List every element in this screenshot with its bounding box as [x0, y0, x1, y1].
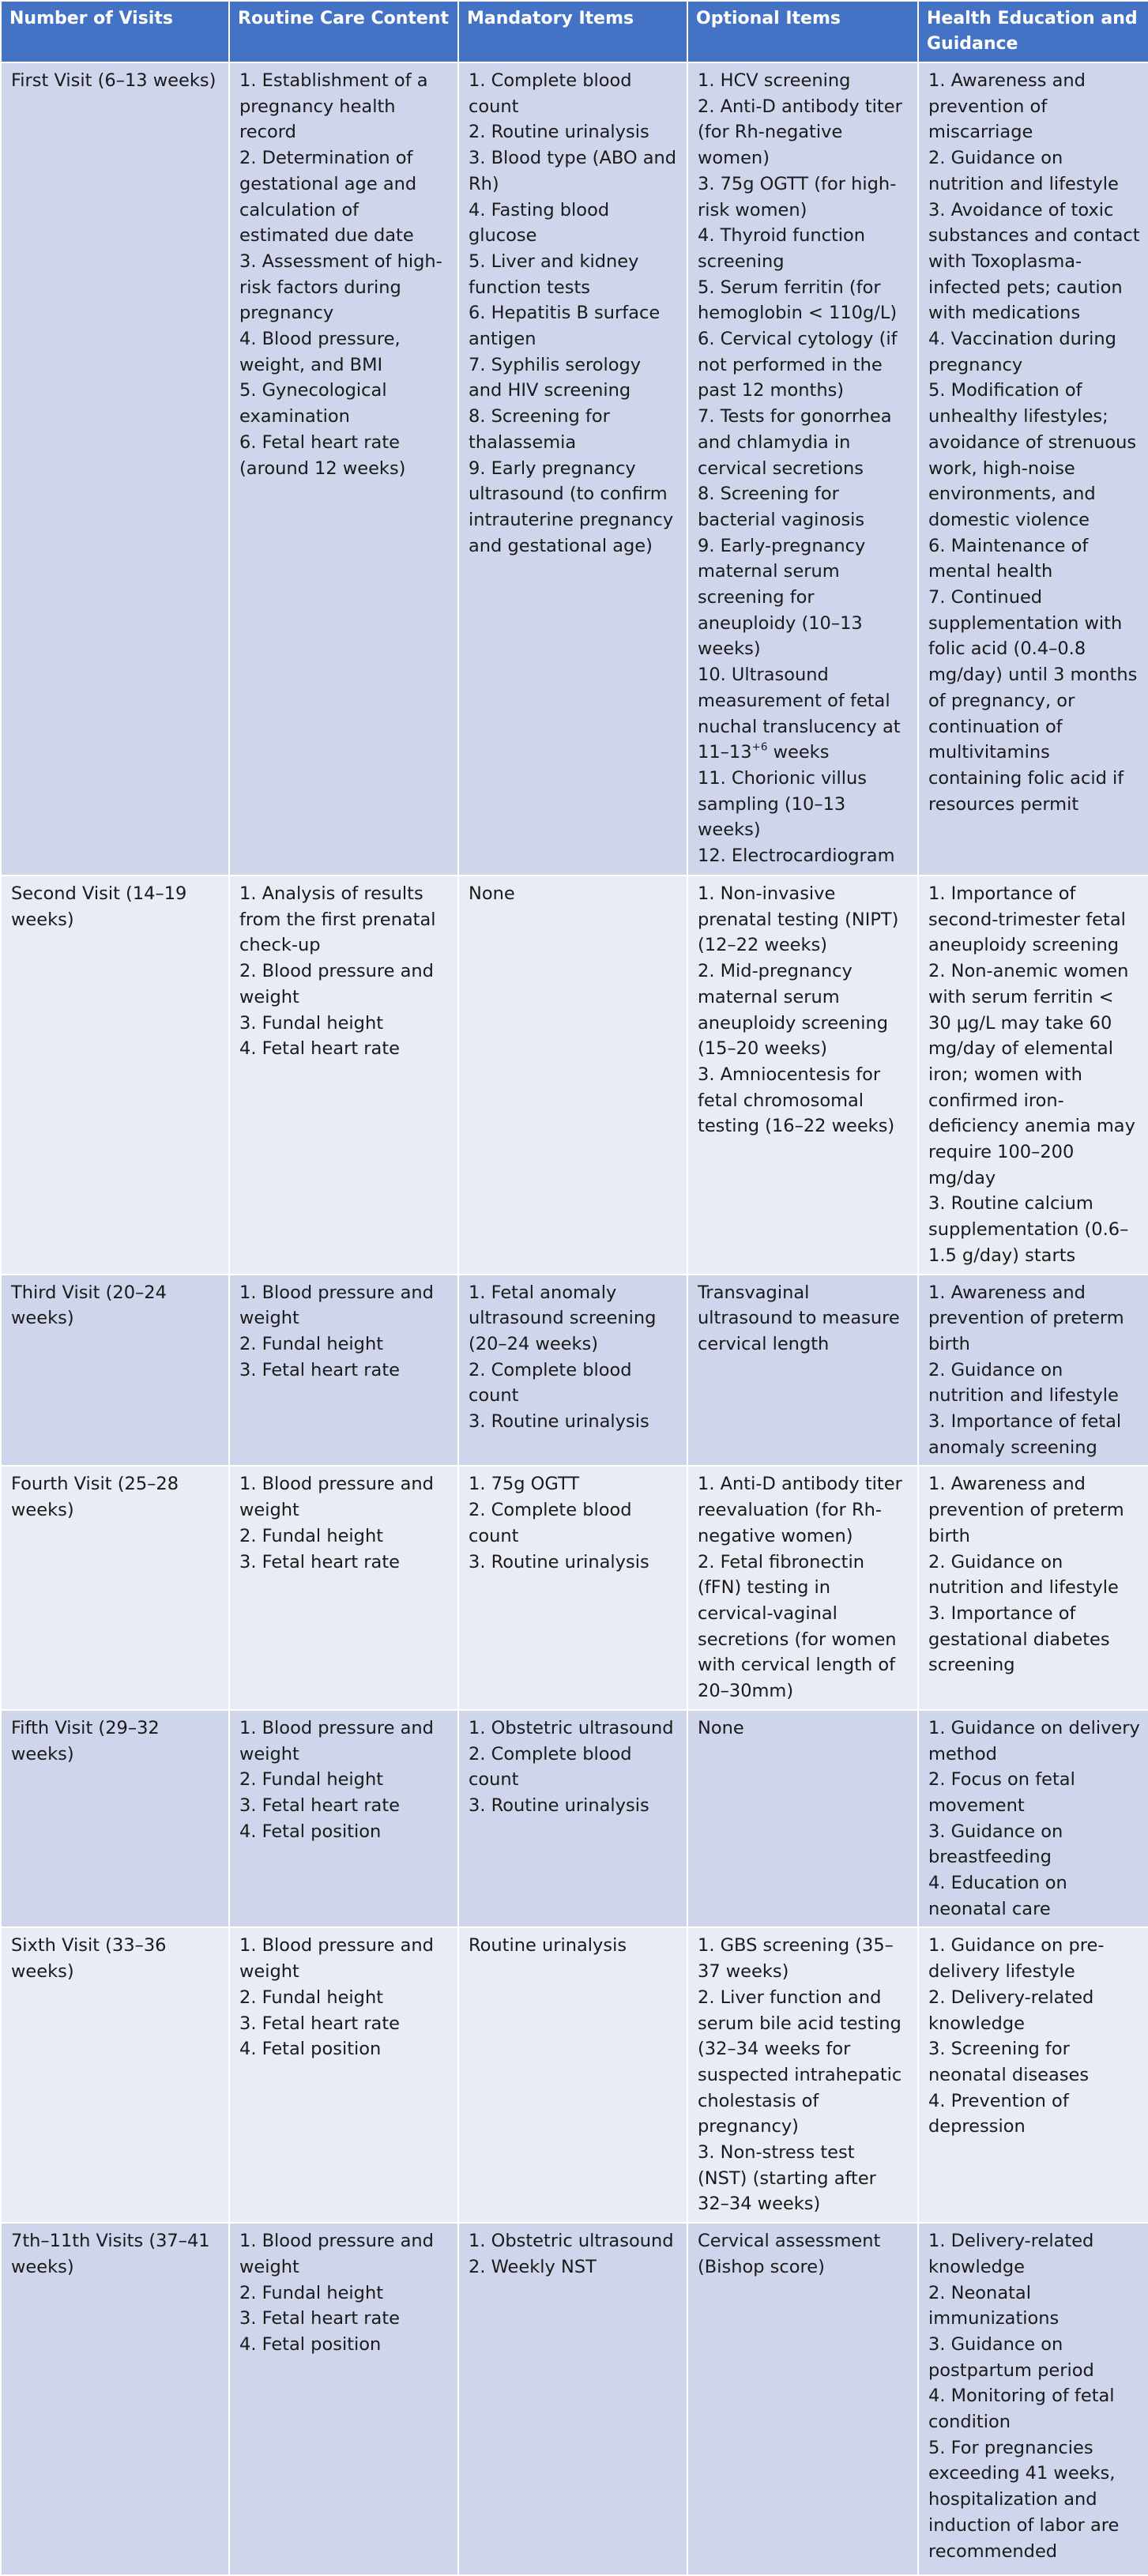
list-item: None: [698, 1717, 744, 1738]
list-item: 4. Thyroid function screening: [698, 225, 866, 272]
visit-cell: Third Visit (20–24 weeks): [1, 1275, 229, 1467]
list-item: 7. Continued supplementation with folic acid (0.4–0.8 mg/day) until 3 months of pregnancy, or continuation of multivitamins containing folic acid if resources permit: [928, 587, 1138, 815]
list-item: 3. Fetal heart rate: [239, 1359, 401, 1380]
routine-cell: [229, 1275, 458, 1467]
list-item: 2. Fundal height: [239, 1769, 384, 1791]
list-item: 1. Awareness and prevention of preterm birth: [928, 1474, 1124, 1546]
list-item: 2. Non-anemic women with serum ferritin < 30 μg/L may take 60 mg/day of elemental iron; women with confirmed iron-deficiency anemia may require 100–200 mg/day: [928, 961, 1135, 1188]
list-item: 1. Blood pressure and weight: [239, 1717, 434, 1764]
list-item: 1. Guidance on pre-delivery lifestyle: [928, 1935, 1105, 1983]
list-item: 1. Delivery-related knowledge: [928, 2231, 1094, 2277]
list-item: 4. Fetal heart rate: [239, 1038, 401, 1060]
list-item: 2. Fundal height: [239, 1333, 384, 1354]
list-item: 9. Early pregnancy ultrasound (to confirm intrauterine pregnancy and gestational age): [469, 458, 674, 556]
list-item: 5. Liver and kidney function tests: [469, 250, 639, 298]
list-item: 5. Modification of unhealthy lifestyles; avoidance of strenuous work, high-noise environments, and domestic violence: [928, 380, 1137, 530]
list-item: 3. Assessment of high-risk factors during pregnancy: [239, 250, 442, 324]
list-item: 3. Routine urinalysis: [469, 1551, 649, 1572]
list-item: 3. Avoidance of toxic substances and contact with Toxoplasma-infected pets; caution with medications: [928, 199, 1140, 324]
header-row: [1, 1, 1148, 62]
mandatory-cell: [458, 1466, 687, 1709]
list-item: 1. Blood pressure and weight: [239, 1282, 434, 1329]
routine-cell: [229, 876, 458, 1275]
list-item-nuchal-translucency: [698, 662, 909, 766]
list-item: 3. Routine urinalysis: [469, 1411, 649, 1433]
list-item: 6. Fetal heart rate (around 12 weeks): [239, 431, 406, 479]
list-item: 3. Fetal heart rate: [239, 2013, 401, 2034]
list-item: 3. 75g OGTT (for high-risk women): [698, 173, 897, 220]
mandatory-cell: [458, 1927, 687, 2223]
optional-cell: [687, 876, 918, 1275]
list-item: 2. Neonatal immunizations: [928, 2282, 1060, 2329]
table-row: [1, 1466, 1148, 1709]
list-item: 4. Monitoring of fetal condition: [928, 2386, 1115, 2433]
list-item: 9. Early-pregnancy maternal serum screening for aneuploidy (10–13 weeks): [698, 535, 866, 660]
list-item: 12. Electrocardiogram: [698, 845, 895, 867]
list-item: 2. Weekly NST: [469, 2256, 597, 2277]
header-optional-items: Optional Items: [687, 1, 918, 62]
list-item: 1. GBS screening (35–37 weeks): [698, 1935, 894, 1983]
list-item: 2. Fundal height: [239, 1525, 384, 1546]
optional-cell: [687, 62, 918, 876]
list-item: 11. Chorionic villus sampling (10–13 weeks): [698, 767, 868, 841]
list-item: 2. Liver function and serum bile acid testing (32–34 weeks for suspected intrahepatic cholestasis of pregnancy): [698, 1987, 902, 2137]
list-item: 2. Blood pressure and weight: [239, 961, 434, 1007]
list-item: 6. Maintenance of mental health: [928, 535, 1089, 582]
list-item: 3. Routine calcium supplementation (0.6–1.5 g/day) starts: [928, 1193, 1129, 1266]
list-item: 4. Fasting blood glucose: [469, 199, 610, 247]
list-item: 2. Fundal height: [239, 2282, 384, 2303]
list-item: 3. Guidance on postpartum period: [928, 2333, 1094, 2381]
list-item: 1. Awareness and prevention of preterm birth: [928, 1282, 1124, 1354]
nt-suffix: weeks: [767, 742, 830, 763]
list-item: 3. Importance of gestational diabetes screening: [928, 1602, 1110, 1676]
list-item: 5. For pregnancies exceeding 41 weeks, hospitalization and induction of labor are recommended: [928, 2437, 1120, 2562]
list-item: 1. Blood pressure and weight: [239, 2231, 434, 2277]
list-item: 1. Fetal anomaly ultrasound screening (20–24 weeks): [469, 1282, 657, 1354]
list-item: Cervical assessment (Bishop score): [698, 2231, 881, 2277]
list-item: 1. Importance of second-trimester fetal aneuploidy screening: [928, 883, 1126, 956]
education-cell: [918, 1927, 1148, 2223]
visit-cell: Sixth Visit (33–36 weeks): [1, 1927, 229, 2223]
list-item: 5. Gynecological examination: [239, 380, 387, 427]
list-item: 4. Blood pressure, weight, and BMI: [239, 329, 401, 375]
list-item: 3. Importance of fetal anomaly screening: [928, 1411, 1122, 1458]
routine-cell: [229, 1927, 458, 2223]
list-item: 3. Screening for neonatal diseases: [928, 2039, 1090, 2085]
list-item: 3. Guidance on breastfeeding: [928, 1821, 1063, 1868]
list-item: 2. Fetal fibronectin (fFN) testing in cervical-vaginal secretions (for women with cervical length of 20–30mm): [698, 1551, 897, 1702]
mandatory-cell: [458, 2223, 687, 2575]
list-item: 2. Complete blood count: [469, 1743, 632, 1791]
list-item: 2. Guidance on nutrition and lifestyle: [928, 1551, 1119, 1599]
list-item: 1. Blood pressure and weight: [239, 1935, 434, 1983]
visit-cell: Second Visit (14–19 weeks): [1, 876, 229, 1275]
optional-cell: [687, 2223, 918, 2575]
list-item: 2. Delivery-related knowledge: [928, 1987, 1094, 2034]
list-item: 4. Education on neonatal care: [928, 1873, 1067, 1919]
list-item: 1. Complete blood count: [469, 70, 632, 117]
list-item: 2. Determination of gestational age and calculation of estimated due date: [239, 148, 417, 247]
optional-cell: [687, 1466, 918, 1709]
list-item: 1. Establishment of a pregnancy health record: [239, 70, 428, 143]
list-item: Transvaginal ultrasound to measure cervical length: [698, 1282, 900, 1354]
list-item: 3. Fetal heart rate: [239, 1551, 401, 1572]
visit-cell: First Visit (6–13 weeks): [1, 62, 229, 876]
list-item: 2. Complete blood count: [469, 1500, 632, 1546]
list-item: 2. Guidance on nutrition and lifestyle: [928, 148, 1119, 194]
list-item: 3. Routine urinalysis: [469, 1795, 649, 1816]
list-item: 3. Non-stress test (NST) (starting after 32–34 weeks): [698, 2142, 876, 2215]
optional-cell: [687, 1710, 918, 1928]
routine-cell: [229, 62, 458, 876]
list-item: 1. Analysis of results from the first prenatal check-up: [239, 883, 436, 956]
table-row: [1, 62, 1148, 876]
visit-cell: Fifth Visit (29–32 weeks): [1, 1710, 229, 1928]
list-item: 4. Vaccination during pregnancy: [928, 329, 1116, 375]
list-item: 6. Cervical cytology (if not performed in the past 12 months): [698, 329, 898, 401]
mandatory-cell: [458, 62, 687, 876]
header-number-of-visits: Number of Visits: [1, 1, 229, 62]
routine-cell: [229, 1466, 458, 1709]
list-item: 1. Obstetric ultrasound: [469, 2231, 674, 2252]
list-item: 4. Fetal position: [239, 2333, 382, 2355]
header-mandatory-items: Mandatory Items: [458, 1, 687, 62]
education-cell: [918, 1710, 1148, 1928]
list-item: 3. Amniocentesis for fetal chromosomal testing (16–22 weeks): [698, 1064, 895, 1137]
mandatory-cell: [458, 876, 687, 1275]
list-item: 8. Screening for bacterial vaginosis: [698, 484, 865, 530]
table-row: [1, 1275, 1148, 1467]
education-cell: [918, 876, 1148, 1275]
education-cell: [918, 62, 1148, 876]
mandatory-cell: [458, 1275, 687, 1467]
list-item: Routine urinalysis: [469, 1935, 627, 1956]
education-cell: [918, 1466, 1148, 1709]
list-item: 4. Fetal position: [239, 1821, 382, 1842]
table-row: [1, 876, 1148, 1275]
list-item: 3. Blood type (ABO and Rh): [469, 148, 677, 194]
list-item: 1. Non-invasive prenatal testing (NIPT) (12–22 weeks): [698, 883, 899, 956]
list-item: 1. Awareness and prevention of miscarriage: [928, 70, 1086, 143]
list-item: 3. Fundal height: [239, 1012, 384, 1034]
list-item: 7. Tests for gonorrhea and chlamydia in cervical secretions: [698, 406, 892, 479]
list-item: 7. Syphilis serology and HIV screening: [469, 354, 642, 401]
list-item: 4. Fetal position: [239, 2039, 382, 2060]
table-row: [1, 1927, 1148, 2223]
table-row: [1, 2223, 1148, 2575]
list-item: 2. Mid-pregnancy maternal serum aneuploidy screening (15–20 weeks): [698, 961, 889, 1060]
list-item: None: [469, 883, 515, 904]
nt-superscript: +6: [751, 740, 768, 754]
routine-cell: [229, 2223, 458, 2575]
header-routine-care-content: Routine Care Content: [229, 1, 458, 62]
routine-cell: [229, 1710, 458, 1928]
list-item: 1. Obstetric ultrasound: [469, 1717, 674, 1738]
education-cell: [918, 1275, 1148, 1467]
visit-cell: Fourth Visit (25–28 weeks): [1, 1466, 229, 1709]
list-item: 1. HCV screening: [698, 70, 851, 91]
list-item: 2. Anti-D antibody titer (for Rh-negative women): [698, 96, 902, 169]
list-item: 1. 75g OGTT: [469, 1474, 580, 1495]
list-item: 3. Fetal heart rate: [239, 2308, 401, 2329]
list-item: 2. Guidance on nutrition and lifestyle: [928, 1359, 1119, 1407]
list-item: 1. Guidance on delivery method: [928, 1717, 1140, 1764]
list-item: 5. Serum ferritin (for hemoglobin < 110g/L): [698, 277, 898, 324]
list-item: 4. Prevention of depression: [928, 2090, 1069, 2137]
table-row: [1, 1710, 1148, 1928]
mandatory-cell: [458, 1710, 687, 1928]
list-item: 2. Fundal height: [239, 1987, 384, 2008]
visit-cell: 7th–11th Visits (37–41 weeks): [1, 2223, 229, 2575]
header-health-education: Health Education and Guidance: [918, 1, 1148, 62]
optional-cell: [687, 1275, 918, 1467]
nt-text: 10. Ultrasound measurement of fetal nuchal translucency at 11–13: [698, 665, 901, 763]
optional-cell: [687, 1927, 918, 2223]
list-item: 2. Complete blood count: [469, 1359, 632, 1407]
list-item: 2. Focus on fetal movement: [928, 1769, 1075, 1816]
list-item: 1. Anti-D antibody titer reevaluation (for Rh-negative women): [698, 1474, 902, 1546]
list-item: 8. Screening for thalassemia: [469, 406, 610, 453]
list-item: 3. Fetal heart rate: [239, 1795, 401, 1816]
list-item: 2. Routine urinalysis: [469, 122, 649, 143]
list-item: 1. Blood pressure and weight: [239, 1474, 434, 1521]
list-item: 6. Hepatitis B surface antigen: [469, 303, 661, 350]
education-cell: [918, 2223, 1148, 2575]
